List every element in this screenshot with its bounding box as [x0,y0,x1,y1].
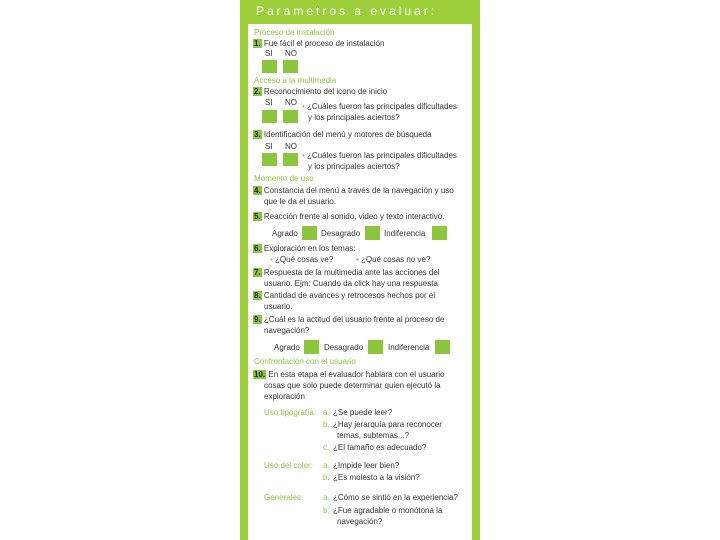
checkbox-no[interactable] [283,110,298,123]
item-4 [253,186,454,196]
item-number: 1. [254,39,261,48]
option-si-label: SI [265,98,273,107]
item-10-cont: cosas que solo puede determinar quien ejecutó la [264,381,441,390]
eval-tipografia-label: Uso tipografía: [264,408,317,417]
eval-letter: b. [323,506,330,515]
item-number: 7. [254,268,261,277]
eval-question-cont: temas, subtemas...? [337,431,410,440]
eval-letter: a. [323,408,330,417]
question-text: ¿Cuáles fueron las principales dificultades [307,102,457,111]
bullet-icon: • [356,255,359,264]
item-10-cont: exploración [264,392,305,401]
bullet-icon: • [302,102,305,111]
item-text: ¿Cuál es la actitud del usuario frente al proceso de [263,315,445,324]
eval-question: ¿Fue agradable o monótona la [333,506,443,515]
checkbox-desagrado[interactable] [368,340,383,354]
eval-letter: a. [323,461,330,470]
item-text: Identificación del menú y motores de búsqueda [263,130,432,139]
checkbox-no[interactable] [283,60,298,73]
option-agrado-label: Agrado [272,229,298,238]
item-text: Reacción frente al sonido, video y texto interactivo. [263,212,445,221]
eval-question: ¿Se puede leer? [333,408,393,417]
checkbox-indiferencia[interactable] [435,340,450,354]
question-difficulties-cont: y los principales aciertos? [308,113,400,122]
eval-question: ¿Es molesto a la visión? [333,473,420,482]
checkbox-si[interactable] [262,60,277,73]
item-text: Exploración en los temas: [263,244,356,253]
item-number: 4. [254,186,261,195]
item-number: 10. [254,370,266,379]
checkbox-si[interactable] [262,153,277,166]
item-number: 9. [254,315,261,324]
checkbox-agrado[interactable] [304,340,319,354]
eval-question-cont: navegación? [337,517,383,526]
item-number: 8. [254,291,261,300]
item-text: En esta etapa el evaluador hablara con el usuario [268,370,445,379]
item-8 [253,291,435,301]
option-desagrado-label: Desagrado [321,229,361,238]
eval-question: ¿Impide leer bien? [333,461,400,470]
eval-question: ¿El tamaño es adecuado? [333,443,427,452]
question-difficulties-cont: y los principales aciertos? [308,162,400,171]
checkbox-no[interactable] [283,153,298,166]
bullet-icon: • [302,151,305,160]
item-7 [253,268,440,278]
item-1 [253,39,384,49]
section-confront-title: Confrontación con el usuario [254,357,356,366]
item-9-cont: navegación? [264,326,310,335]
option-si-label: SI [265,142,273,151]
item-number: 5. [254,212,261,221]
option-indiferencia-label: Indiferencia [384,229,426,238]
eval-letter: a. [323,493,330,502]
checkbox-si[interactable] [262,110,277,123]
item-3 [253,130,432,140]
item-text: Cantidad de avances y retrocesos hechos por el [263,291,436,300]
item-7-cont: usuario. Ejm: Cuando da click hay una respuesta [264,279,438,288]
question-difficulties [302,102,457,112]
item-2 [253,87,387,97]
option-agrado-label: Agrado [274,343,300,352]
eval-letter: b. [323,420,330,429]
question-sees [270,255,333,265]
item-5 [253,212,444,222]
option-desagrado-label: Desagrado [324,343,364,352]
item-number: 6. [254,244,261,253]
eval-letter: c. [323,443,330,452]
eval-question: ¿Cómo se sintió en la experiencia? [333,493,458,502]
section-multimedia-title: Acceso a la multimedia [254,76,337,85]
eval-generales-label: Generales: [264,493,304,502]
option-no-label: NO [285,49,297,58]
item-text: Respuesta de la multimedia ante las acciones del [263,268,440,277]
item-6 [253,244,356,254]
question-text: ¿Cuáles fueron las principales dificultades [307,151,457,160]
option-indiferencia-label: Indiferencia [388,343,430,352]
section-use-title: Momento de uso [254,174,314,183]
option-no-label: NO [285,98,297,107]
option-no-label: NO [285,142,297,151]
item-8-cont: usuario. [264,302,293,311]
question-not-sees [356,255,430,265]
item-text: Reconocimiento del icono de inicio [263,87,388,96]
question-text: ¿Qué cosas no ve? [361,255,431,264]
checkbox-indiferencia[interactable] [432,226,447,240]
item-number: 3. [254,130,261,139]
bullet-icon: • [270,255,273,264]
eval-letter: b. [323,473,330,482]
item-number: 2. [254,87,261,96]
page-title: Parametros a evaluar: [256,4,438,18]
option-si-label: SI [265,49,273,58]
question-text: ¿Qué cosas ve? [275,255,334,264]
item-4-cont: que le da el usuario. [264,197,337,206]
eval-color-label: Uso del color: [264,461,313,470]
item-10 [253,370,444,380]
checkbox-agrado[interactable] [302,226,317,240]
question-difficulties [302,151,457,161]
item-9 [253,315,444,325]
item-text: Constancia del menú a través de la navegación y uso [263,186,454,195]
item-text: Fue fácil el proceso de instalación [263,39,385,48]
eval-question: ¿Hay jerarquía para reconocer [333,420,442,429]
checkbox-desagrado[interactable] [365,226,380,240]
section-install-title: Proceso de instalación [254,28,335,37]
